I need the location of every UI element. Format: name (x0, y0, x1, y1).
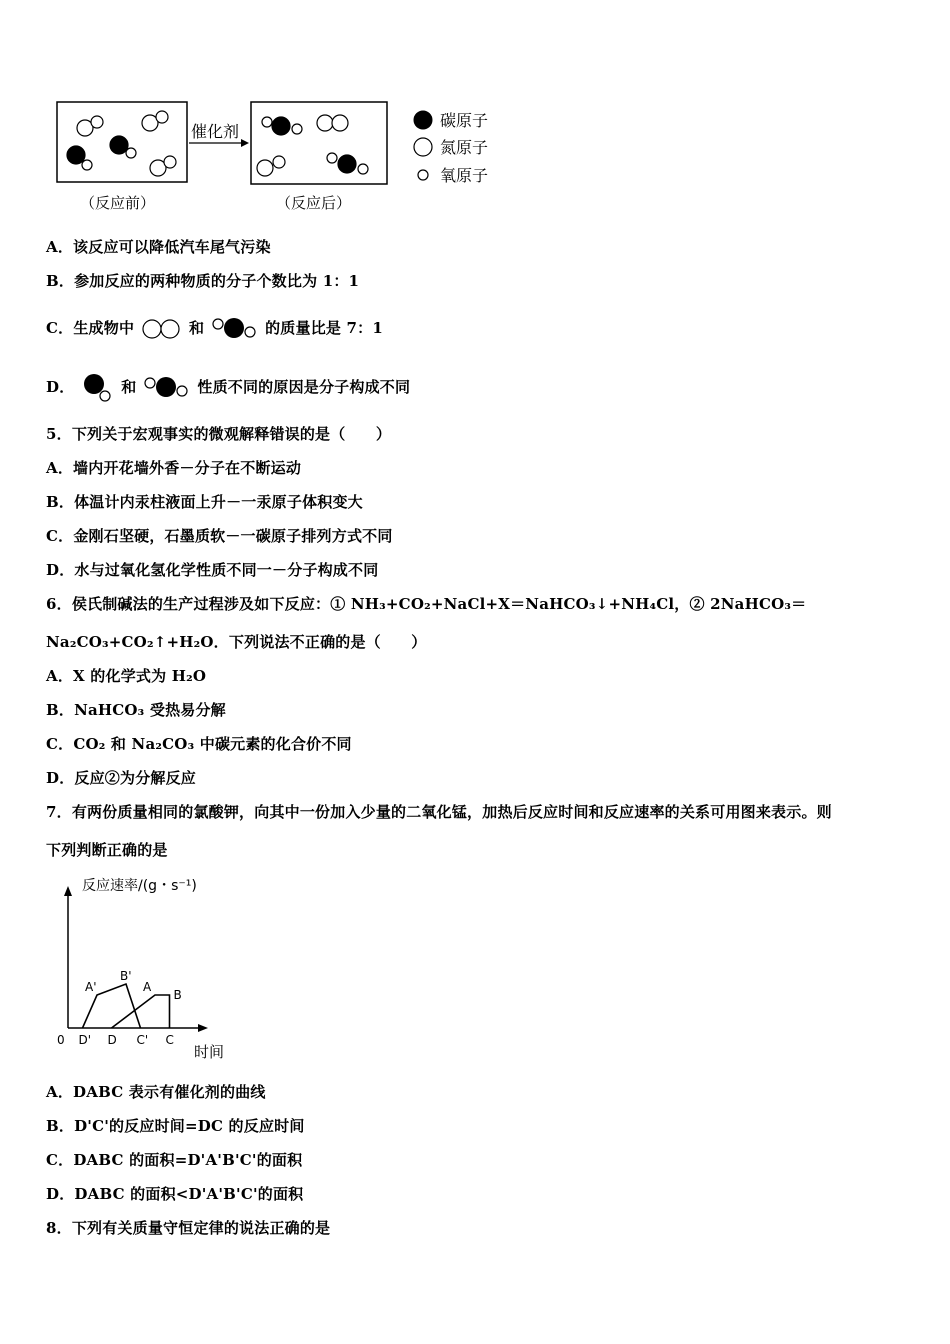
co-molecule-icon (80, 372, 116, 404)
q7-stem-line1: 7．有两份质量相同的氯酸钾，向其中一份加入少量的二氧化锰，加热后反应时间和反应速率的关系可用图来表示。则 (46, 803, 832, 821)
x-axis-arrow (198, 1024, 208, 1032)
q5-option-d: D．水与过氧化氢化学性质不同一－分子构成不同 (46, 561, 379, 579)
q4-c-prefix: C．生成物中 (46, 319, 135, 337)
oxygen-atom-icon (418, 170, 428, 180)
chart-xlabel: 时间 (194, 1043, 225, 1061)
q7-stem-line2: 下列判断正确的是 (46, 841, 168, 859)
x-tick-label-2: C' (136, 1033, 149, 1047)
q4-option-a: A．该反应可以降低汽车尾气污染 (46, 238, 271, 256)
q7-option-b: B．D'C'的反应时间=DC 的反应时间 (46, 1117, 305, 1135)
rate-time-chart (50, 870, 250, 1065)
q5-option-b: B．体温计内汞柱液面上升－一汞原子体积变大 (46, 493, 363, 511)
q4-d-and: 和 (121, 378, 137, 396)
legend (414, 111, 488, 185)
reaction-figure (50, 95, 510, 225)
point-label-1-2: B (173, 988, 182, 1002)
x-tick-label-3: C (165, 1033, 174, 1047)
x-tick-label-0: D' (78, 1033, 92, 1047)
legend-nitrogen: 氮原子 (440, 138, 489, 157)
after-molecules (257, 115, 368, 176)
q5-option-c: C．金刚石坚硬，石墨质软－一碳原子排列方式不同 (46, 527, 393, 545)
after-caption: （反应后） (276, 194, 352, 212)
q5-option-a: A．墙内开花墙外香－分子在不断运动 (46, 459, 302, 477)
point-label-1-1: A (143, 980, 152, 994)
q5-stem: 5．下列关于宏观事实的微观解释错误的是（ ） (46, 425, 392, 443)
chart-marks (79, 969, 182, 1047)
q4-c-suffix: 的质量比是 7：1 (265, 319, 383, 337)
q4-option-b: B．参加反应的两种物质的分子个数比为 1：1 (46, 272, 360, 290)
q7-option-a: A．DABC 表示有催化剂的曲线 (46, 1083, 266, 1101)
q6-stem-line1: 6．侯氏制碱法的生产过程涉及如下反应：① NH₃+CO₂+NaCl+X＝NaHCO₃↓+NH₄Cl，② 2NaHCO₃＝ (46, 595, 807, 613)
q6-stem-line2: Na₂CO₃+CO₂↑+H₂O．下列说法不正确的是（ ） (46, 633, 427, 651)
legend-carbon: 碳原子 (440, 111, 489, 130)
co2-molecule-icon (210, 315, 260, 343)
q6-option-b: B．NaHCO₃ 受热易分解 (46, 701, 226, 719)
point-label-0-2: B' (120, 969, 132, 983)
q6-option-c: C．CO₂ 和 Na₂CO₃ 中碳元素的化合价不同 (46, 735, 352, 753)
q4-c-and: 和 (189, 319, 205, 337)
before-molecules (67, 111, 176, 176)
q8-stem: 8．下列有关质量守恒定律的说法正确的是 (46, 1219, 331, 1237)
q6-option-d: D．反应②为分解反应 (46, 769, 197, 787)
chart-ylabel: 反应速率/(g・s⁻¹) (82, 878, 197, 894)
q4-d-suffix: 性质不同的原因是分子构成不同 (197, 378, 411, 396)
chart-origin: 0 (57, 1033, 65, 1047)
y-axis-arrow (64, 886, 72, 896)
q4-option-c (46, 315, 383, 343)
nitrogen-atom-icon (414, 138, 432, 156)
n2-molecule-icon (140, 317, 184, 341)
co2-molecule-icon-2 (142, 374, 192, 402)
q6-option-a: A．X 的化学式为 H₂O (46, 667, 207, 685)
point-label-0-1: A' (85, 980, 97, 994)
q7-option-d: D．DABC 的面积<D'A'B'C'的面积 (46, 1185, 304, 1203)
before-caption: （反应前） (80, 194, 156, 212)
q4-d-prefix: D． (46, 378, 75, 396)
x-tick-label-1: D (107, 1033, 117, 1047)
catalyst-label: 催化剂 (191, 122, 240, 141)
q4-option-d (46, 372, 410, 404)
carbon-atom-icon (414, 111, 432, 129)
series-line-1 (112, 995, 170, 1028)
legend-oxygen: 氧原子 (440, 166, 489, 185)
q7-option-c: C．DABC 的面积=D'A'B'C'的面积 (46, 1151, 303, 1169)
